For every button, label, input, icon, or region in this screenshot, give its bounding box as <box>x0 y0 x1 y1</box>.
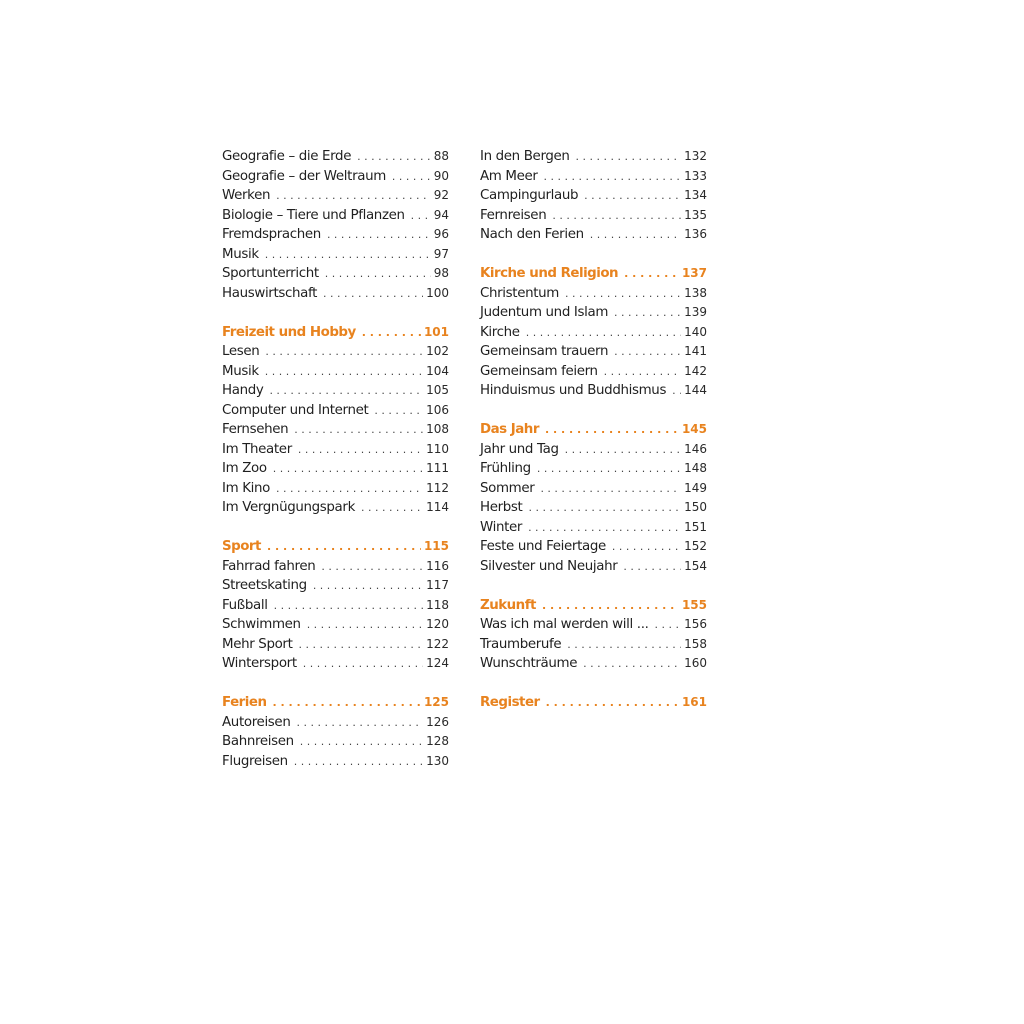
page-number: 116 <box>426 558 449 573</box>
toc-entry <box>222 734 449 754</box>
entry-title: Streetskating <box>222 578 307 593</box>
dot-leader <box>362 326 421 339</box>
dot-leader <box>604 365 681 378</box>
entry-title: Geografie – die Erde <box>222 149 352 164</box>
entry-title: Im Vergnügungspark <box>222 500 355 515</box>
entry-title: Musik <box>222 246 259 262</box>
dot-leader <box>273 462 423 475</box>
toc-section-heading <box>222 325 449 345</box>
page-number: 139 <box>684 305 707 319</box>
toc-entry <box>480 208 707 228</box>
toc-section-heading <box>480 695 707 715</box>
dot-leader <box>614 345 681 358</box>
page-number: 141 <box>684 344 707 358</box>
toc-section-heading <box>480 422 707 442</box>
page-number: 125 <box>423 695 449 709</box>
toc-entry <box>222 364 449 384</box>
page-number: 112 <box>426 480 449 495</box>
entry-title: Schwimmen <box>222 617 301 632</box>
toc-entry <box>480 539 707 559</box>
toc-entry <box>222 188 449 208</box>
dot-leader <box>565 287 681 300</box>
toc-group <box>480 598 707 676</box>
dot-leader <box>528 521 681 534</box>
page-number: 133 <box>684 168 707 183</box>
entry-title: Am Meer <box>480 168 538 184</box>
toc-group <box>480 149 707 247</box>
page-number: 126 <box>426 714 449 729</box>
page-number: 118 <box>426 597 449 612</box>
dot-leader <box>546 696 679 709</box>
dot-leader <box>273 696 421 709</box>
entry-title: Fahrrad fahren <box>222 558 316 574</box>
dot-leader <box>307 618 423 631</box>
dot-leader <box>526 326 681 339</box>
page-number: 102 <box>426 344 449 358</box>
dot-leader <box>583 657 681 670</box>
dot-leader <box>325 267 431 280</box>
page-number: 135 <box>684 207 707 222</box>
section-title: Sport <box>222 539 261 554</box>
dot-leader <box>624 267 679 280</box>
dot-leader <box>321 560 423 573</box>
toc-entry <box>222 422 449 442</box>
dot-leader <box>265 365 423 378</box>
entry-title: Jahr und Tag <box>480 441 559 457</box>
dot-leader <box>274 599 424 612</box>
toc-group <box>480 422 707 578</box>
page-number: 96 <box>433 227 449 241</box>
page-number: 92 <box>433 188 449 202</box>
entry-title: Bahnreisen <box>222 734 294 749</box>
entry-title: Lesen <box>222 344 260 359</box>
entry-title: Im Theater <box>222 441 292 457</box>
entry-title: Herbst <box>480 500 523 515</box>
page-number: 105 <box>426 383 449 397</box>
page-number: 110 <box>426 441 449 456</box>
dot-leader <box>537 462 681 475</box>
toc-entry <box>480 305 707 325</box>
dot-leader <box>265 248 431 261</box>
page-number: 104 <box>426 363 449 378</box>
toc-entry <box>480 559 707 579</box>
page-number: 124 <box>426 656 449 670</box>
page-number: 128 <box>426 734 449 748</box>
entry-title: Gemeinsam feiern <box>480 363 598 379</box>
entry-title: Hinduismus und Buddhismus <box>480 383 667 398</box>
page-number: 149 <box>684 480 707 495</box>
page-number: 132 <box>684 149 707 163</box>
entry-title: Was ich mal werden will ... <box>480 617 649 632</box>
toc-group <box>222 325 449 520</box>
toc-entry <box>480 169 707 189</box>
dot-leader <box>565 443 681 456</box>
entry-title: Computer und Internet <box>222 402 369 418</box>
dot-leader <box>567 638 681 651</box>
toc-entry <box>480 188 707 208</box>
section-title: Das Jahr <box>480 422 539 437</box>
dot-leader <box>392 170 431 183</box>
page-number: 158 <box>684 636 707 651</box>
dot-leader <box>614 306 681 319</box>
entry-title: Mehr Sport <box>222 636 293 652</box>
entry-title: Sommer <box>480 480 535 496</box>
page-number: 148 <box>684 461 707 475</box>
dot-leader <box>276 189 431 202</box>
toc-entry <box>480 500 707 520</box>
toc-section-heading <box>222 539 449 559</box>
dot-leader <box>323 287 423 300</box>
dot-leader <box>374 404 423 417</box>
toc-entry <box>222 461 449 481</box>
page-number: 142 <box>684 363 707 378</box>
entry-title: Im Kino <box>222 480 270 496</box>
page-number: 152 <box>684 539 707 553</box>
section-title: Kirche und Religion <box>480 266 619 281</box>
toc-entry <box>480 637 707 657</box>
toc-entry <box>222 208 449 228</box>
dot-leader <box>411 209 431 222</box>
toc-entry <box>222 500 449 520</box>
entry-title: Wintersport <box>222 656 297 671</box>
page-number: 130 <box>426 753 449 768</box>
entry-title: Biologie – Tiere und Pflanzen <box>222 207 405 223</box>
entry-title: Autoreisen <box>222 714 291 730</box>
entry-title: Musik <box>222 363 259 379</box>
page-number: 161 <box>681 695 707 709</box>
toc-entry <box>480 461 707 481</box>
page-number: 140 <box>684 324 707 339</box>
toc-entry <box>222 754 449 774</box>
entry-title: Frühling <box>480 461 531 476</box>
toc-entry <box>480 325 707 345</box>
entry-title: Feste und Feiertage <box>480 539 606 554</box>
page-number: 160 <box>684 656 707 670</box>
section-title: Freizeit und Hobby <box>222 324 356 340</box>
dot-leader <box>540 482 681 495</box>
dot-leader <box>294 423 423 436</box>
toc-entry <box>480 344 707 364</box>
dot-leader <box>298 443 423 456</box>
dot-leader <box>545 423 679 436</box>
page-number: 136 <box>684 227 707 241</box>
toc-entry <box>222 149 449 169</box>
page-number: 117 <box>426 578 449 592</box>
dot-leader <box>361 501 423 514</box>
dot-leader <box>528 501 681 514</box>
toc-entry <box>222 617 449 637</box>
toc-entry <box>222 403 449 423</box>
page-number: 150 <box>684 500 707 514</box>
dot-leader <box>544 170 682 183</box>
page-number: 108 <box>426 422 449 436</box>
toc-entry <box>222 481 449 501</box>
toc-entry <box>222 286 449 306</box>
page-number: 144 <box>684 383 707 397</box>
toc-entry <box>222 578 449 598</box>
toc-column-right <box>480 149 707 734</box>
toc-entry <box>222 227 449 247</box>
entry-title: Campingurlaub <box>480 188 579 203</box>
page-number: 97 <box>433 246 449 261</box>
dot-leader <box>584 189 681 202</box>
section-title: Register <box>480 695 540 710</box>
entry-title: Judentum und Islam <box>480 305 609 320</box>
entry-title: Sportunterricht <box>222 266 319 281</box>
toc-entry <box>222 656 449 676</box>
toc-entry <box>480 364 707 384</box>
entry-title: Fußball <box>222 597 268 613</box>
dot-leader <box>296 716 423 729</box>
page-number: 155 <box>681 597 707 612</box>
page-number: 156 <box>684 617 707 631</box>
page-number: 90 <box>433 168 449 183</box>
page-number: 94 <box>433 207 449 222</box>
toc-entry <box>222 266 449 286</box>
page-number: 146 <box>684 441 707 456</box>
toc-section-heading <box>480 598 707 618</box>
toc-entry <box>222 715 449 735</box>
toc-entry <box>222 559 449 579</box>
page-number: 114 <box>426 500 449 514</box>
toc-entry <box>480 617 707 637</box>
dot-leader <box>300 735 423 748</box>
toc-entry <box>222 383 449 403</box>
page-number: 122 <box>426 636 449 651</box>
page-number: 138 <box>684 285 707 300</box>
entry-title: Geografie – der Weltraum <box>222 168 386 184</box>
toc-entry <box>222 637 449 657</box>
entry-title: Wunschträume <box>480 656 578 671</box>
page-number: 101 <box>423 324 449 339</box>
page-number: 151 <box>684 519 707 534</box>
dot-leader <box>576 150 682 163</box>
entry-title: Im Zoo <box>222 461 267 476</box>
entry-title: Christentum <box>480 285 559 301</box>
entry-title: Winter <box>480 519 523 535</box>
toc-entry <box>222 442 449 462</box>
page-number: 145 <box>681 422 707 436</box>
toc-entry <box>480 383 707 403</box>
dot-leader <box>276 482 423 495</box>
dot-leader <box>303 657 423 670</box>
toc-group <box>222 149 449 305</box>
page-number: 120 <box>426 617 449 631</box>
page-number: 154 <box>684 558 707 573</box>
entry-title: In den Bergen <box>480 149 570 164</box>
entry-title: Flugreisen <box>222 753 288 769</box>
toc-entry <box>480 227 707 247</box>
dot-leader <box>299 638 424 651</box>
entry-title: Nach den Ferien <box>480 227 584 242</box>
toc-entry <box>222 247 449 267</box>
entry-title: Werken <box>222 188 271 203</box>
toc-group <box>480 695 707 715</box>
entry-title: Fernsehen <box>222 422 289 437</box>
dot-leader <box>542 599 679 612</box>
dot-leader <box>357 150 431 163</box>
entry-title: Gemeinsam trauern <box>480 344 609 359</box>
toc-section-heading <box>480 266 707 286</box>
entry-title: Fremdsprachen <box>222 227 321 242</box>
dot-leader <box>655 618 682 631</box>
toc-group <box>222 539 449 676</box>
toc-section-heading <box>222 695 449 715</box>
dot-leader <box>294 755 423 768</box>
dot-leader <box>590 228 681 241</box>
toc-entry <box>222 598 449 618</box>
entry-title: Hauswirtschaft <box>222 285 318 301</box>
toc-entry <box>480 442 707 462</box>
page-number: 137 <box>681 266 707 280</box>
page-number: 134 <box>684 188 707 202</box>
section-title: Zukunft <box>480 597 536 613</box>
entry-title: Fernreisen <box>480 207 547 223</box>
dot-leader <box>269 384 423 397</box>
toc-entry <box>480 656 707 676</box>
dot-leader <box>672 384 681 397</box>
dot-leader <box>327 228 431 241</box>
toc-entry <box>222 169 449 189</box>
toc-column-left <box>222 149 449 793</box>
page-number: 98 <box>433 266 449 280</box>
toc-entry <box>480 286 707 306</box>
page-number: 100 <box>426 285 449 300</box>
page-number: 88 <box>433 149 449 163</box>
dot-leader <box>267 540 421 553</box>
toc-entry <box>480 481 707 501</box>
page-number: 111 <box>426 461 449 475</box>
dot-leader <box>552 209 681 222</box>
dot-leader <box>612 540 681 553</box>
toc-group <box>480 266 707 403</box>
toc-group <box>222 695 449 773</box>
dot-leader <box>265 345 423 358</box>
toc-entry <box>222 344 449 364</box>
section-title: Ferien <box>222 695 267 710</box>
entry-title: Traumberufe <box>480 636 562 652</box>
toc-entry <box>480 520 707 540</box>
dot-leader <box>313 579 423 592</box>
entry-title: Handy <box>222 383 264 398</box>
page-number: 106 <box>426 402 449 417</box>
page-number: 115 <box>423 539 449 553</box>
dot-leader <box>623 560 681 573</box>
entry-title: Silvester und Neujahr <box>480 558 618 574</box>
toc-entry <box>480 149 707 169</box>
entry-title: Kirche <box>480 324 520 340</box>
